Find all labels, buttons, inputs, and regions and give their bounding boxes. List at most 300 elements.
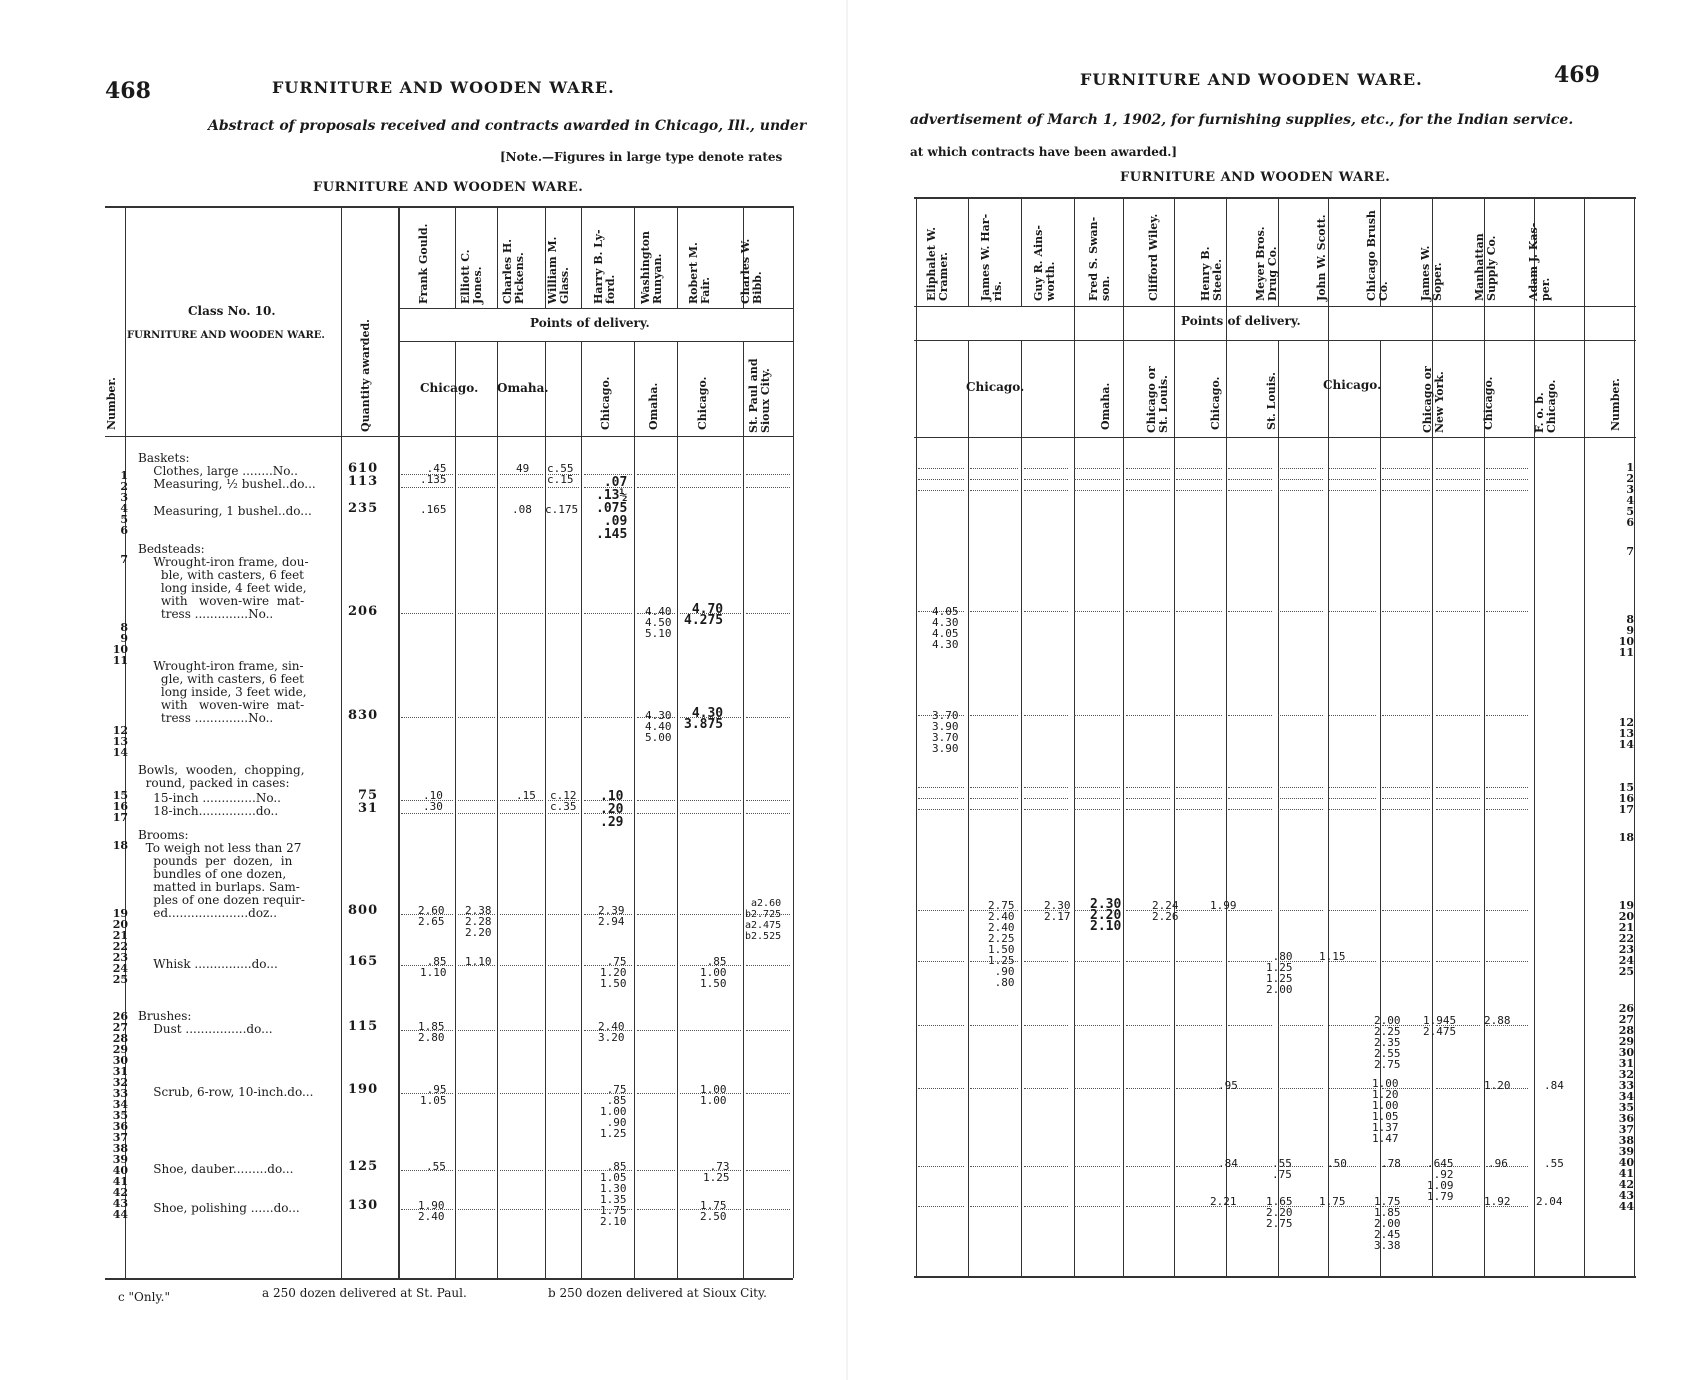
- rcell-soper-2: .645 .92 1.09 1.79: [1427, 1157, 1454, 1203]
- header-bottom-rule: [105, 436, 793, 437]
- leader-line: [1074, 1088, 1120, 1089]
- bidder-manhattan-supply: Manhattan Supply Co.: [1473, 233, 1498, 301]
- row-number: 12: [1618, 716, 1634, 729]
- item-bowl-15: 15-inch ..............No..: [138, 791, 281, 805]
- page-number-left: 468: [105, 78, 151, 104]
- leader-line: [918, 1088, 964, 1089]
- row-number: 29: [1618, 1035, 1634, 1048]
- qty-31: 31: [358, 801, 379, 816]
- leader-line: [1024, 798, 1068, 799]
- leader-line: [1382, 468, 1430, 469]
- leader-line: [970, 468, 1018, 469]
- leader-line: [1024, 1166, 1068, 1167]
- leader-line: [458, 487, 495, 488]
- leader-line: [1024, 1206, 1068, 1207]
- rcell-steele-1: 1.99: [1210, 899, 1237, 912]
- row-number: 5: [120, 513, 128, 526]
- column-rule: [1328, 197, 1329, 1276]
- leader-line: [1329, 910, 1376, 911]
- leader-line: [500, 717, 543, 718]
- qty-206: 206: [348, 604, 379, 619]
- row-number: 10: [112, 643, 128, 656]
- leader-line: [1278, 479, 1323, 480]
- leader-line: [1382, 715, 1430, 716]
- leader-line: [918, 479, 964, 480]
- item-bed-sgl-2: gle, with casters, 6 feet: [138, 672, 305, 686]
- leader-line: [918, 1025, 964, 1026]
- rcell-manhattan-1: 2.88: [1484, 1014, 1511, 1027]
- leader-line: [1486, 611, 1528, 612]
- r-place-omaha: Omaha.: [1099, 382, 1112, 430]
- leader-line: [548, 813, 579, 814]
- rcell-scott-2: .50: [1327, 1157, 1347, 1170]
- bidder-adam-kasper: Adam J. Kas- per.: [1527, 222, 1552, 301]
- leader-line: [1486, 961, 1528, 962]
- cell-lyford-5: 2.40 3.20: [598, 1020, 625, 1044]
- row-number: 39: [112, 1153, 128, 1166]
- leader-line: [1329, 490, 1376, 491]
- leader-line: [1486, 490, 1528, 491]
- leader-line: [1382, 961, 1430, 962]
- row-number: 41: [112, 1175, 128, 1188]
- row-number: 17: [1618, 803, 1634, 816]
- running-head-left: FURNITURE AND WOODEN WARE.: [272, 78, 615, 97]
- row-number: 3: [1626, 483, 1634, 496]
- rcell-swanson-1: 2.30 2.20 2.10: [1090, 897, 1122, 934]
- qty-125: 125: [348, 1159, 379, 1174]
- leader-line: [1436, 1206, 1480, 1207]
- leader-line: [637, 474, 675, 475]
- cell-lyford-4: .75 1.20 1.50: [600, 955, 627, 990]
- footnote-a: a 250 dozen delivered at St. Paul.: [262, 1286, 467, 1300]
- leader-line: [1228, 798, 1272, 799]
- rcell-brush-2: 1.00 1.20 1.00 1.05 1.37 1.47: [1372, 1077, 1399, 1145]
- rcell-steele-4: 2.21: [1210, 1195, 1237, 1208]
- leader-line: [1486, 809, 1528, 810]
- rcell-steele-2: .95: [1218, 1079, 1238, 1092]
- leader-line: [746, 1030, 790, 1031]
- row-number: 36: [112, 1120, 128, 1133]
- column-rule: [916, 197, 917, 1276]
- column-rule: [1380, 437, 1381, 1276]
- cell-gould-8: .55: [426, 1160, 446, 1173]
- leader-line: [970, 715, 1018, 716]
- rcell-scott-3: 1.75: [1319, 1195, 1346, 1208]
- bidder-james-soper: James W. Soper.: [1419, 245, 1444, 301]
- class-label: Class No. 10.: [188, 304, 276, 318]
- row-number: 44: [1618, 1200, 1634, 1213]
- bidder-frank-gould: Frank Gould.: [417, 223, 430, 304]
- row-number: 18: [1618, 831, 1634, 844]
- place-omaha-2: Omaha.: [647, 382, 660, 430]
- row-number: 4: [1626, 494, 1634, 507]
- leader-line: [1228, 479, 1272, 480]
- leader-line: [1126, 961, 1170, 962]
- item-shoe-dauber: Shoe, dauber.........do...: [138, 1162, 294, 1176]
- leader-line: [1176, 1166, 1222, 1167]
- column-rule: [1021, 197, 1022, 306]
- leader-line: [1126, 787, 1170, 788]
- item-bed-sgl-3: long inside, 3 feet wide,: [138, 685, 307, 699]
- leader-line: [680, 1030, 741, 1031]
- leader-line: [918, 490, 964, 491]
- row-number: 9: [120, 632, 128, 645]
- row-number: 26: [112, 1010, 128, 1023]
- row-number: 23: [112, 951, 128, 964]
- row-number: 24: [1618, 954, 1634, 967]
- leader-line: [1176, 715, 1222, 716]
- row-number: 38: [112, 1142, 128, 1155]
- table-title-left: FURNITURE AND WOODEN WARE.: [313, 180, 584, 195]
- leader-line: [1436, 1088, 1480, 1089]
- leader-line: [1228, 715, 1272, 716]
- leader-line: [458, 717, 495, 718]
- row-number: 10: [1618, 635, 1634, 648]
- r-place-chicago-stlouis: Chicago or St. Louis.: [1145, 366, 1170, 433]
- row-number: 14: [112, 746, 128, 759]
- leader-line: [1024, 479, 1068, 480]
- leader-line: [1382, 611, 1430, 612]
- leader-line: [1486, 479, 1528, 480]
- item-bowls: Bowls, wooden, chopping,: [138, 763, 305, 777]
- leader-line: [918, 468, 964, 469]
- column-rule: [1484, 197, 1485, 1276]
- row-number: 40: [1618, 1156, 1634, 1169]
- row-number: 13: [112, 735, 128, 748]
- cell-jones-1: 2.38 2.28 2.20: [465, 904, 492, 939]
- leader-line: [637, 1030, 675, 1031]
- qty-75: 75: [358, 788, 379, 803]
- rcell-manhattan-3: .96: [1488, 1157, 1508, 1170]
- leader-line: [1329, 809, 1376, 810]
- item-bed-dbl-5: tress ..............No..: [138, 607, 274, 621]
- leader-line: [637, 1093, 675, 1094]
- leader-line: [1024, 1088, 1068, 1089]
- column-rule: [1584, 197, 1585, 1276]
- place-st-paul-sioux: St. Paul and Sioux City.: [747, 358, 772, 433]
- leader-line: [548, 1170, 579, 1171]
- row-number: 30: [112, 1054, 128, 1067]
- cell-pickens-1: 49: [516, 462, 530, 475]
- row-number: 32: [1618, 1068, 1634, 1081]
- bidder-charles-pickens: Charles H. Pickens.: [501, 238, 526, 304]
- cell-gould-6: 1.85 2.80: [418, 1020, 445, 1044]
- item-bedsteads: Bedsteads:: [138, 542, 205, 556]
- leader-line: [970, 1166, 1018, 1167]
- leader-line: [1278, 798, 1323, 799]
- leader-line: [1176, 490, 1222, 491]
- row-number: 27: [1618, 1013, 1634, 1026]
- leader-line: [1126, 479, 1170, 480]
- leader-line: [918, 809, 964, 810]
- rcell-kasper-3: 2.04: [1536, 1195, 1563, 1208]
- leader-line: [680, 800, 741, 801]
- place-omaha-1: Omaha.: [497, 381, 549, 395]
- leader-line: [970, 479, 1018, 480]
- item-whisk: Whisk ...............do...: [138, 957, 278, 971]
- leader-line: [1436, 961, 1480, 962]
- leader-line: [1329, 1025, 1376, 1026]
- row-number: 8: [1626, 613, 1634, 626]
- table-title-right: FURNITURE AND WOODEN WARE.: [1120, 170, 1391, 185]
- leader-line: [1126, 468, 1170, 469]
- note-close: at which contracts have been awarded.]: [910, 145, 1178, 159]
- footnote-c: c "Only.": [118, 1290, 170, 1304]
- leader-line: [918, 1166, 964, 1167]
- row-number: 25: [1618, 965, 1634, 978]
- leader-line: [1486, 715, 1528, 716]
- leader-line: [637, 813, 675, 814]
- leader-line: [1436, 787, 1480, 788]
- bidder-washington-runyan: Washington Runyan.: [639, 231, 664, 304]
- column-rule: [1123, 197, 1124, 1276]
- item-bed-dbl-1: Wrought-iron frame, dou-: [138, 555, 309, 569]
- leader-line: [458, 613, 495, 614]
- leader-line: [1024, 468, 1068, 469]
- leader-line: [1074, 479, 1120, 480]
- leader-line: [458, 1209, 495, 1210]
- cell-glass-3: c.12 c.35: [550, 789, 577, 813]
- leader-line: [1329, 715, 1376, 716]
- leader-line: [746, 717, 790, 718]
- cell-lyford-3: 2.39 2.94: [598, 904, 625, 928]
- item-bowl-18: 18-inch...............do..: [138, 804, 279, 818]
- leader-line: [1074, 961, 1120, 962]
- leader-line: [1486, 787, 1528, 788]
- bidder-charles-bibb: Charles W. Bibb.: [739, 238, 764, 304]
- row-number: 27: [112, 1021, 128, 1034]
- leader-line: [500, 487, 543, 488]
- cell-pickens-2: .08: [512, 503, 532, 516]
- rcell-ainsworth-1: 2.30 2.17: [1044, 899, 1071, 923]
- leader-line: [1176, 798, 1222, 799]
- leader-line: [1436, 611, 1480, 612]
- row-number: 22: [112, 940, 128, 953]
- leader-line: [401, 813, 453, 814]
- rcell-meyer-1: .80 1.25 1.25 2.00: [1266, 950, 1293, 996]
- leader-line: [1126, 809, 1170, 810]
- cell-gould-9: 1.90 2.40: [418, 1199, 445, 1223]
- leader-line: [500, 1170, 543, 1171]
- bidder-william-glass: William M. Glass.: [546, 236, 571, 304]
- leader-line: [500, 914, 543, 915]
- row-number: 37: [1618, 1123, 1634, 1136]
- leader-line: [1228, 468, 1272, 469]
- leader-line: [1024, 715, 1068, 716]
- leader-line: [1126, 490, 1170, 491]
- rcell-wiley-1: 2.24 2.26: [1152, 899, 1179, 923]
- row-number: 4: [120, 502, 128, 515]
- leader-line: [1329, 1088, 1376, 1089]
- points-rule: [400, 341, 793, 342]
- leader-line: [970, 787, 1018, 788]
- leader-line: [500, 1093, 543, 1094]
- leader-line: [458, 1093, 495, 1094]
- bidder-harry-lyford: Harry B. Ly- ford.: [592, 229, 617, 304]
- column-rule: [1174, 197, 1175, 1276]
- leader-line: [1382, 809, 1430, 810]
- cell-gould-4: 2.60 2.65: [418, 904, 445, 928]
- leader-line: [1126, 611, 1170, 612]
- leader-line: [1024, 961, 1068, 962]
- leader-line: [746, 965, 790, 966]
- row-number: 17: [112, 811, 128, 824]
- leader-line: [1382, 798, 1430, 799]
- leader-line: [1382, 910, 1430, 911]
- leader-line: [1436, 809, 1480, 810]
- leader-line: [401, 717, 453, 718]
- leader-line: [637, 800, 675, 801]
- item-bowls-2: round, packed in cases:: [138, 776, 290, 790]
- leader-line: [1126, 1025, 1170, 1026]
- qty-800: 800: [348, 903, 379, 918]
- row-number: 19: [112, 907, 128, 920]
- leader-line: [746, 1093, 790, 1094]
- row-number: 8: [120, 621, 128, 634]
- bidder-chicago-brush: Chicago Brush Co.: [1365, 210, 1390, 301]
- cell-gould-1: .45 .135: [420, 462, 447, 486]
- bidder-john-scott: John W. Scott.: [1315, 214, 1328, 301]
- row-number: 2: [1626, 472, 1634, 485]
- rcell-meyer-2: .55 .75: [1272, 1157, 1292, 1181]
- leader-line: [1486, 910, 1528, 911]
- qty-165: 165: [348, 954, 379, 969]
- row-number: 43: [1618, 1189, 1634, 1202]
- item-bed-sgl-5: tress ..............No..: [138, 711, 274, 725]
- row-number: 31: [1618, 1057, 1634, 1070]
- item-measuring-one: Measuring, 1 bushel..do...: [138, 504, 312, 518]
- leader-line: [1176, 809, 1222, 810]
- row-number: 6: [1626, 516, 1634, 529]
- leader-line: [1278, 787, 1323, 788]
- row-number: 21: [112, 929, 128, 942]
- leader-line: [500, 813, 543, 814]
- cell-fair-6: 1.75 2.50: [700, 1199, 727, 1223]
- bidder-meyer-bros: Meyer Bros. Drug Co.: [1254, 226, 1279, 301]
- column-rule: [1278, 437, 1279, 1276]
- leader-line: [1486, 468, 1528, 469]
- row-number: 35: [112, 1109, 128, 1122]
- cell-fair-2: 4.30 3.875: [684, 706, 724, 732]
- place-chicago-3: Chicago.: [696, 376, 709, 430]
- row-number: 26: [1618, 1002, 1634, 1015]
- item-bed-sgl-4: with woven-wire mat-: [138, 698, 305, 712]
- place-chicago-1: Chicago.: [420, 381, 479, 395]
- cell-gould-2: .165: [420, 503, 447, 516]
- row-number: 13: [1618, 727, 1634, 740]
- rcell-kasper-2: .55: [1544, 1157, 1564, 1170]
- leader-line: [970, 490, 1018, 491]
- row-number: 1: [1626, 461, 1634, 474]
- row-number: 25: [112, 973, 128, 986]
- rcell-brush-1: 2.00 2.25 2.35 2.55 2.75: [1374, 1014, 1401, 1071]
- item-shoe-polishing: Shoe, polishing ......do...: [138, 1201, 300, 1215]
- item-baskets: Baskets:: [138, 451, 190, 465]
- row-number: 42: [112, 1186, 128, 1199]
- leader-line: [500, 613, 543, 614]
- leader-line: [458, 1030, 495, 1031]
- leader-line: [1024, 490, 1068, 491]
- leader-line: [1228, 490, 1272, 491]
- rcell-brush-4: 1.75 1.85 2.00 2.45 3.38: [1374, 1195, 1401, 1252]
- row-number: 16: [1618, 792, 1634, 805]
- qty-610: 610: [348, 461, 379, 476]
- leader-line: [970, 611, 1018, 612]
- leader-line: [1436, 490, 1480, 491]
- rcell-meyer-3: 1.65 2.20 2.75: [1266, 1195, 1293, 1230]
- leader-line: [1176, 468, 1222, 469]
- qty-235: 235: [348, 501, 379, 516]
- leader-line: [1024, 787, 1068, 788]
- col-number-left: Number.: [105, 377, 118, 430]
- leader-line: [1126, 798, 1170, 799]
- row-number: 20: [1618, 910, 1634, 923]
- leader-line: [918, 1206, 964, 1207]
- leader-line: [1074, 1206, 1120, 1207]
- item-brooms: Brooms:: [138, 828, 189, 842]
- cell-fair-1: 4.70 4.275: [684, 602, 724, 628]
- leader-line: [1126, 1166, 1170, 1167]
- item-bed-dbl-4: with woven-wire mat-: [138, 594, 305, 608]
- leader-line: [680, 474, 741, 475]
- cell-gould-3: .10 .30: [423, 789, 443, 813]
- leader-line: [1278, 1025, 1323, 1026]
- leader-line: [970, 1088, 1018, 1089]
- leader-line: [1074, 1025, 1120, 1026]
- item-clothes-large: Clothes, large ........No..: [138, 464, 298, 478]
- leader-line: [746, 487, 790, 488]
- leader-line: [970, 1025, 1018, 1026]
- cell-lyford-6: .75 .85 1.00 .90 1.25: [600, 1083, 627, 1140]
- footnote-b: b 250 dozen delivered at Sioux City.: [548, 1286, 767, 1300]
- leader-line: [746, 613, 790, 614]
- leader-line: [1074, 468, 1120, 469]
- bidder-clifford-wiley: Clifford Wiley.: [1147, 213, 1160, 301]
- leader-line: [1074, 787, 1120, 788]
- row-number: 44: [112, 1208, 128, 1221]
- item-bed-dbl-3: long inside, 4 feet wide,: [138, 581, 307, 595]
- cell-glass-1: c.55 c.15: [547, 462, 574, 486]
- leader-line: [1329, 611, 1376, 612]
- leader-line: [1024, 611, 1068, 612]
- leader-line: [500, 1030, 543, 1031]
- row-number: 34: [112, 1098, 128, 1111]
- rcell-manhattan-2: 1.20: [1484, 1079, 1511, 1092]
- row-number: 41: [1618, 1167, 1634, 1180]
- item-brooms-6: ed.....................doz..: [138, 906, 278, 920]
- row-number: 32: [112, 1076, 128, 1089]
- bidder-guy-ainsworth: Guy R. Ains- worth.: [1032, 225, 1057, 301]
- leader-line: [458, 813, 495, 814]
- column-rule: [1074, 197, 1075, 1276]
- rcell-harris-1: 2.75 2.40 2.40 2.25 1.50 1.25 .90 .80: [988, 899, 1015, 989]
- row-number: 37: [112, 1131, 128, 1144]
- leader-line: [637, 965, 675, 966]
- rcell-brush-3: .78: [1381, 1157, 1401, 1170]
- leader-line: [1436, 798, 1480, 799]
- title-line-left: Abstract of proposals received and contracts awarded in Chicago, Ill., under: [208, 118, 807, 134]
- bidder-eliphalet-cramer: Eliphalet W. Cramer.: [925, 226, 950, 301]
- row-number: 15: [112, 789, 128, 802]
- leader-line: [1382, 787, 1430, 788]
- title-line-right: advertisement of March 1, 1902, for furnishing supplies, etc., for the Indian service.: [910, 112, 1574, 128]
- leader-line: [1176, 961, 1222, 962]
- rcell-steele-3: .84: [1218, 1157, 1238, 1170]
- row-number: 22: [1618, 932, 1634, 945]
- row-number: 28: [1618, 1024, 1634, 1037]
- column-rule: [1021, 437, 1022, 1276]
- row-number: 11: [1618, 646, 1634, 659]
